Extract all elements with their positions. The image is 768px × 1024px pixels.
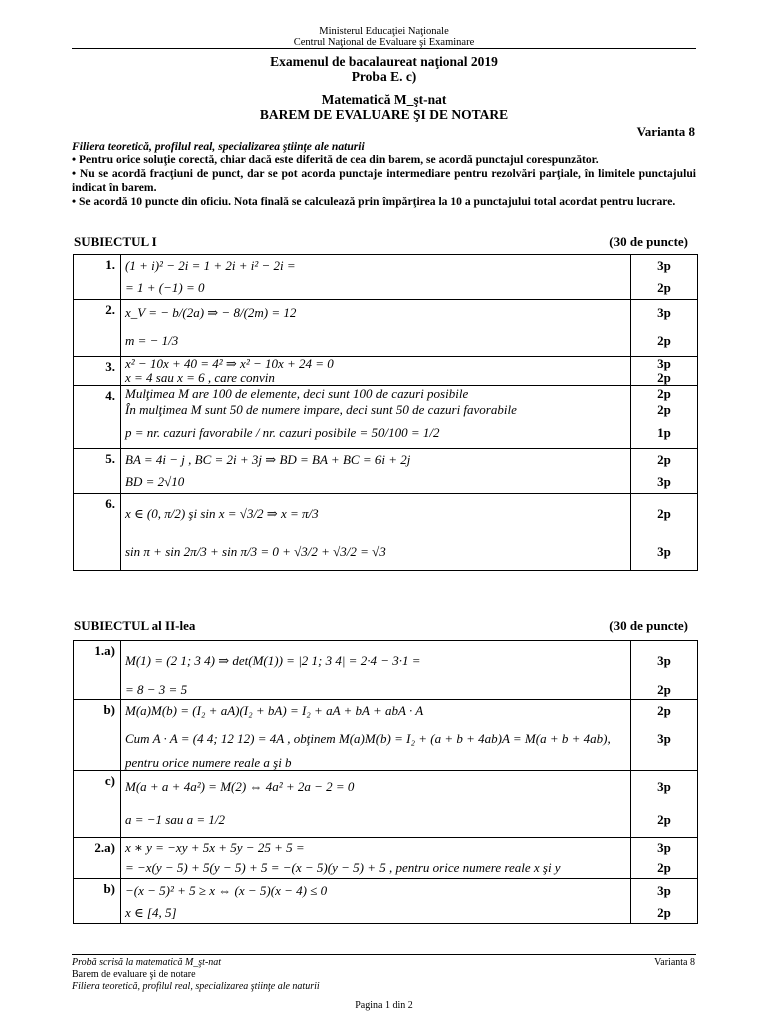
solution-line bbox=[125, 534, 697, 570]
solution-step: Cum A · A = (4 4; 12 12) = 4A , obţinem M(a)M(b) = I₂ + (a + b + 4ab)A = M(a + b + 4ab), bbox=[125, 731, 611, 746]
solution-line bbox=[125, 357, 697, 371]
instruction-bullet-3: • Se acordă 10 puncte din oficiu. Nota finală se calculează prin împărţirea la 10 a punctajului total acordat pentru lucrare. bbox=[72, 195, 676, 208]
solution-line bbox=[125, 641, 697, 681]
step-points: 3p bbox=[630, 641, 697, 681]
instructions-list bbox=[72, 153, 696, 209]
solution-line bbox=[125, 449, 697, 471]
solution-line bbox=[125, 494, 697, 534]
solution-line bbox=[125, 879, 697, 903]
solution-line bbox=[125, 386, 697, 402]
solution-line bbox=[125, 803, 697, 837]
solution-cell bbox=[121, 300, 698, 357]
solution-step: = 1 + (−1) = 0 bbox=[125, 280, 205, 295]
solution-step: M(1) = (2 1; 3 4) ⇒ det(M(1)) = |2 1; 3 4| = 2·4 − 3·1 = bbox=[125, 653, 421, 668]
step-points: 2p bbox=[630, 371, 697, 385]
solution-line bbox=[125, 300, 697, 326]
solution-line bbox=[125, 771, 697, 803]
section1-points: (30 de puncte) bbox=[609, 234, 688, 249]
section1-table bbox=[73, 254, 698, 571]
solution-line bbox=[125, 418, 697, 448]
solution-cell bbox=[121, 449, 698, 494]
item-number: 6. bbox=[74, 494, 121, 571]
solution-line bbox=[125, 903, 697, 923]
solution-step: În mulţimea M sunt 50 de numere impare, deci sunt 50 de cazuri favorabile bbox=[125, 402, 517, 417]
step-points bbox=[630, 756, 697, 770]
ministry-line: Ministerul Educaţiei Naţionale bbox=[319, 26, 449, 37]
solution-cell bbox=[121, 386, 698, 449]
step-points: 3p bbox=[630, 300, 697, 326]
solution-step: a = −1 sau a = 1/2 bbox=[125, 812, 225, 827]
solution-cell bbox=[121, 838, 698, 879]
table-row bbox=[74, 494, 698, 571]
table-row bbox=[74, 357, 698, 386]
table-row bbox=[74, 255, 698, 300]
solution-step: x² − 10x + 40 = 4² ⇒ x² − 10x + 24 = 0 bbox=[125, 356, 334, 371]
header-divider bbox=[72, 48, 696, 49]
step-points: 2p bbox=[630, 700, 697, 722]
footer-line-2: Barem de evaluare şi de notare bbox=[72, 969, 196, 980]
item-number: 5. bbox=[74, 449, 121, 494]
solution-line bbox=[125, 326, 697, 356]
step-points: 2p bbox=[630, 402, 697, 418]
step-points: 2p bbox=[630, 449, 697, 471]
step-points: 3p bbox=[630, 771, 697, 803]
solution-step: p = nr. cazuri favorabile / nr. cazuri posibile = 50/100 = 1/2 bbox=[125, 425, 440, 440]
instruction-bullet-2: • Nu se acordă fracţiuni de punct, dar se pot acorda punctaje intermediare pentru rezolvări parţiale, în limitele punctajului indicat în barem. bbox=[72, 167, 696, 194]
table-row bbox=[74, 771, 698, 838]
step-points: 3p bbox=[630, 534, 697, 570]
solution-step: x = 4 sau x = 6 , care convin bbox=[125, 370, 275, 385]
table-row bbox=[74, 641, 698, 700]
table-row bbox=[74, 879, 698, 924]
solution-cell bbox=[121, 255, 698, 300]
step-points: 2p bbox=[630, 858, 697, 878]
footer-divider bbox=[72, 954, 696, 955]
item-number: 1. bbox=[74, 255, 121, 300]
item-number: b) bbox=[74, 879, 121, 924]
solution-line bbox=[125, 471, 697, 493]
center-line: Centrul Naţional de Evaluare şi Examinare bbox=[293, 37, 475, 48]
step-points: 3p bbox=[630, 255, 697, 277]
solution-step: (1 + i)² − 2i = 1 + 2i + i² − 2i = bbox=[125, 258, 296, 273]
step-points: 3p bbox=[630, 357, 697, 371]
barem-title: BAREM DE EVALUARE ŞI DE NOTARE bbox=[259, 107, 509, 122]
step-points: 2p bbox=[630, 803, 697, 837]
solution-line bbox=[125, 756, 697, 770]
solution-step: x ∗ y = −xy + 5x + 5y − 25 + 5 = bbox=[125, 840, 305, 855]
solution-line bbox=[125, 858, 697, 878]
solution-step: = −x(y − 5) + 5(y − 5) + 5 = −(x − 5)(y − 5) + 5 , pentru orice numere reale x şi y bbox=[125, 860, 561, 875]
solution-step: x ∈ (0, π/2) şi sin x = √3/2 ⇒ x = π/3 bbox=[125, 506, 319, 521]
solution-cell bbox=[121, 879, 698, 924]
solution-cell bbox=[121, 700, 698, 771]
solution-cell bbox=[121, 494, 698, 571]
subject-title: Matematică M_şt-nat bbox=[321, 92, 447, 107]
page-number: Pagina 1 din 2 bbox=[355, 1000, 413, 1011]
section1-title: SUBIECTUL I bbox=[74, 234, 157, 249]
table-row bbox=[74, 300, 698, 357]
solution-step: x ∈ [4, 5] bbox=[125, 905, 177, 920]
step-points: 3p bbox=[630, 722, 697, 756]
step-points: 2p bbox=[630, 277, 697, 299]
step-points: 3p bbox=[630, 879, 697, 903]
footer-line-1: Probă scrisă la matematică M_şt-nat bbox=[72, 957, 222, 968]
item-number: 2.a) bbox=[74, 838, 121, 879]
table-row bbox=[74, 449, 698, 494]
solution-step: = 8 − 3 = 5 bbox=[125, 682, 188, 697]
step-points: 2p bbox=[630, 386, 697, 402]
section2-table bbox=[73, 640, 698, 924]
solution-cell bbox=[121, 641, 698, 700]
solution-step: x_V = − b/(2a) ⇒ − 8/(2m) = 12 bbox=[125, 305, 297, 320]
item-number: b) bbox=[74, 700, 121, 771]
instruction-bullet-1: • Pentru orice soluţie corectă, chiar dacă este diferită de cea din barem, se acordă punctajul corespunzător. bbox=[72, 153, 599, 166]
table-row bbox=[74, 700, 698, 771]
solution-line bbox=[125, 700, 697, 722]
step-points: 2p bbox=[630, 326, 697, 356]
step-points: 2p bbox=[630, 681, 697, 699]
item-number: 2. bbox=[74, 300, 121, 357]
solution-line bbox=[125, 838, 697, 858]
solution-line bbox=[125, 402, 697, 418]
solution-step: pentru orice numere reale a şi b bbox=[125, 755, 292, 770]
solution-line bbox=[125, 681, 697, 699]
proba-title: Proba E. c) bbox=[351, 69, 417, 84]
solution-line bbox=[125, 255, 697, 277]
filiera-line: Filiera teoretică, profilul real, specializarea ştiinţe ale naturii bbox=[72, 140, 365, 153]
solution-line bbox=[125, 722, 697, 756]
section2-title: SUBIECTUL al II-lea bbox=[74, 618, 196, 633]
step-points: 1p bbox=[630, 418, 697, 448]
solution-step: BA = 4i − j , BC = 2i + 3j ⇒ BD = BA + BC = 6i + 2j bbox=[125, 452, 411, 467]
solution-cell bbox=[121, 357, 698, 386]
solution-step: M(a)M(b) = (I₂ + aA)(I₂ + bA) = I₂ + aA + bA + abA · A bbox=[125, 703, 424, 718]
solution-step: m = − 1/3 bbox=[125, 333, 179, 348]
solution-cell bbox=[121, 771, 698, 838]
step-points: 3p bbox=[630, 471, 697, 493]
footer-varianta: Varianta 8 bbox=[654, 957, 695, 968]
step-points: 2p bbox=[630, 903, 697, 923]
solution-step: M(a + a + 4a²) = M(2) ⇔ 4a² + 2a − 2 = 0 bbox=[125, 779, 355, 794]
solution-step: BD = 2√10 bbox=[125, 474, 185, 489]
section2-points: (30 de puncte) bbox=[609, 618, 688, 633]
footer-line-3: Filiera teoretică, profilul real, specializarea ştiinţe ale naturii bbox=[72, 981, 320, 992]
solution-step: sin π + sin 2π/3 + sin π/3 = 0 + √3/2 + √3/2 = √3 bbox=[125, 544, 386, 559]
exam-title: Examenul de bacalaureat naţional 2019 bbox=[270, 54, 498, 69]
solution-step: Mulţimea M are 100 de elemente, deci sunt 100 de cazuri posibile bbox=[125, 386, 469, 401]
solution-step: −(x − 5)² + 5 ≥ x ⇔ (x − 5)(x − 4) ≤ 0 bbox=[125, 883, 328, 898]
table-row bbox=[74, 838, 698, 879]
item-number: 4. bbox=[74, 386, 121, 449]
item-number: c) bbox=[74, 771, 121, 838]
item-number: 1.a) bbox=[74, 641, 121, 700]
varianta-label: Varianta 8 bbox=[636, 124, 695, 139]
step-points: 2p bbox=[630, 494, 697, 534]
step-points: 3p bbox=[630, 838, 697, 858]
table-row bbox=[74, 386, 698, 449]
solution-line bbox=[125, 277, 697, 299]
solution-line bbox=[125, 371, 697, 385]
item-number: 3. bbox=[74, 357, 121, 386]
